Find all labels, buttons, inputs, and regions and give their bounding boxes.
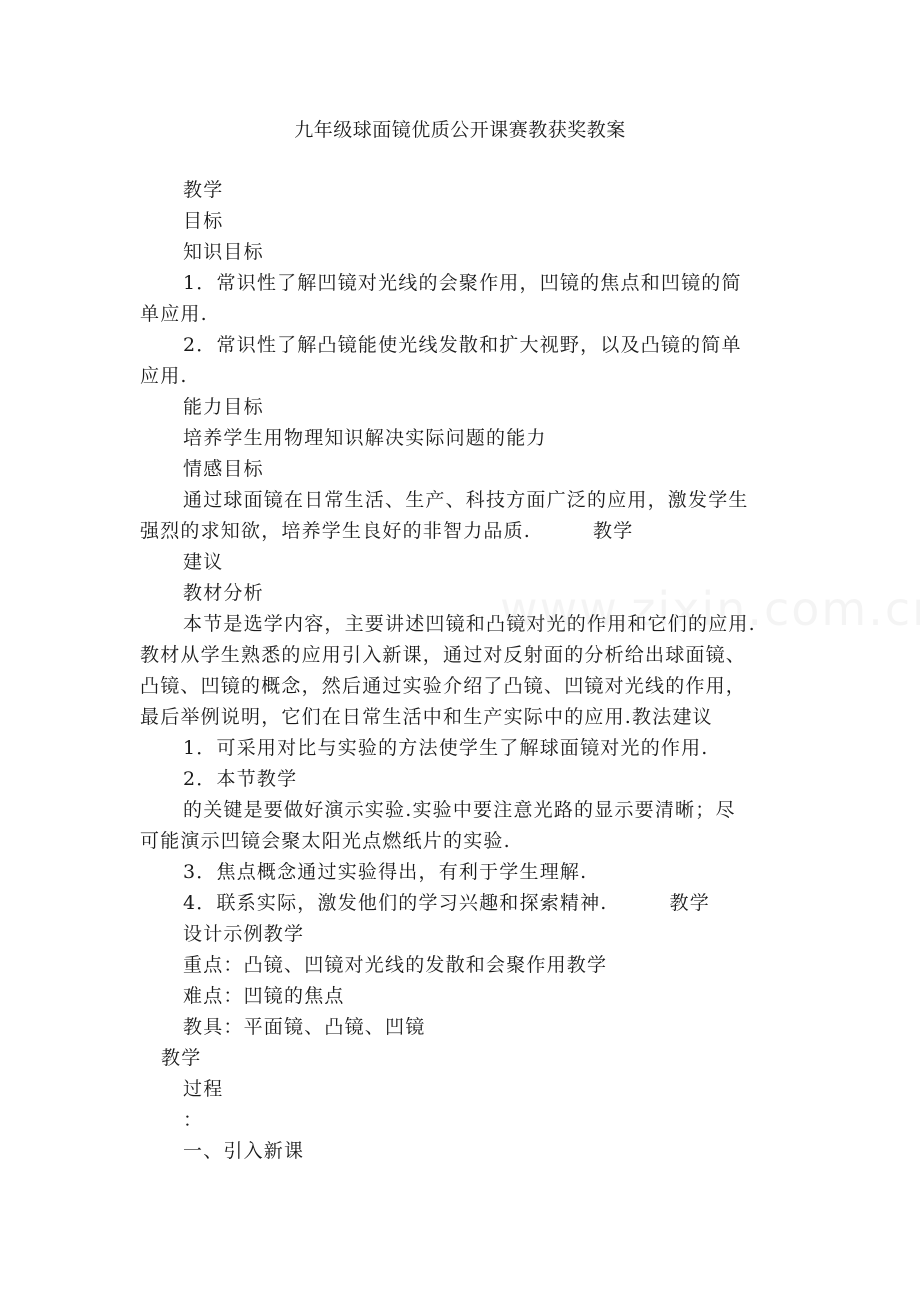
text-line: 教材从学生熟悉的应用引入新课，通过对反射面的分析给出球面镜、: [140, 644, 747, 666]
text-line: 教具：平面镜、凸镜、凹镜: [183, 1016, 426, 1038]
text-line: 重点：凸镜、凹镜对光线的发散和会聚作用教学: [183, 954, 608, 976]
text-line: 情感目标: [183, 458, 264, 480]
text-line: 培养学生用物理知识解决实际问题的能力: [183, 427, 547, 449]
text-line: 目标: [183, 210, 224, 232]
text-line: 本节是选学内容，主要讲述凹镜和凸镜对光的作用和它们的应用.: [183, 613, 756, 635]
text-segment: 教学: [593, 520, 634, 542]
text-segment: 4．联系实际，激发他们的学习兴趣和探索精神.: [183, 892, 608, 914]
text-line: 过程: [183, 1078, 224, 1100]
text-line: 1．常识性了解凹镜对光线的会聚作用，凹镜的焦点和凹镜的简: [183, 272, 742, 294]
text-line: [140, 517, 633, 545]
text-line: 3．焦点概念通过实验得出，有利于学生理解.: [183, 861, 588, 883]
text-line: 单应用.: [140, 303, 208, 325]
text-line: 能力目标: [183, 396, 264, 418]
text-line: 设计示例教学: [183, 923, 305, 945]
text-line: 难点：凹镜的焦点: [183, 985, 345, 1007]
text-line: 应用.: [140, 365, 188, 387]
text-line: 可能演示凹镜会聚太阳光点燃纸片的实验.: [140, 830, 511, 852]
text-segment: 强烈的求知欲，培养学生良好的非智力品质.: [140, 520, 532, 542]
text-line: 2．常识性了解凸镜能使光线发散和扩大视野，以及凸镜的简单: [183, 334, 742, 356]
text-line: 通过球面镜在日常生活、生产、科技方面广泛的应用，激发学生: [183, 489, 749, 511]
text-line: 教学: [183, 179, 224, 201]
text-line: 一、引入新课: [183, 1140, 305, 1162]
text-segment: 教学: [669, 892, 710, 914]
text-line: 1．可采用对比与实验的方法使学生了解球面镜对光的作用.: [183, 737, 709, 759]
page-title: 九年级球面镜优质公开课赛教获奖教案: [294, 119, 626, 141]
text-line: 教学: [161, 1047, 202, 1069]
text-line: 知识目标: [183, 241, 264, 263]
text-line: 的关键是要做好演示实验.实验中要注意光路的显示要清晰；尽: [183, 799, 736, 821]
text-line: [183, 889, 710, 917]
text-line: 最后举例说明，它们在日常生活中和生产实际中的应用.教法建议: [140, 706, 713, 728]
text-line: 2．本节教学: [183, 768, 298, 790]
text-line: ：: [183, 1109, 204, 1131]
text-line: 建议: [183, 551, 224, 573]
text-line: 凸镜、凹镜的概念，然后通过实验介绍了凸镜、凹镜对光线的作用，: [140, 675, 747, 697]
text-line: 教材分析: [183, 582, 264, 604]
